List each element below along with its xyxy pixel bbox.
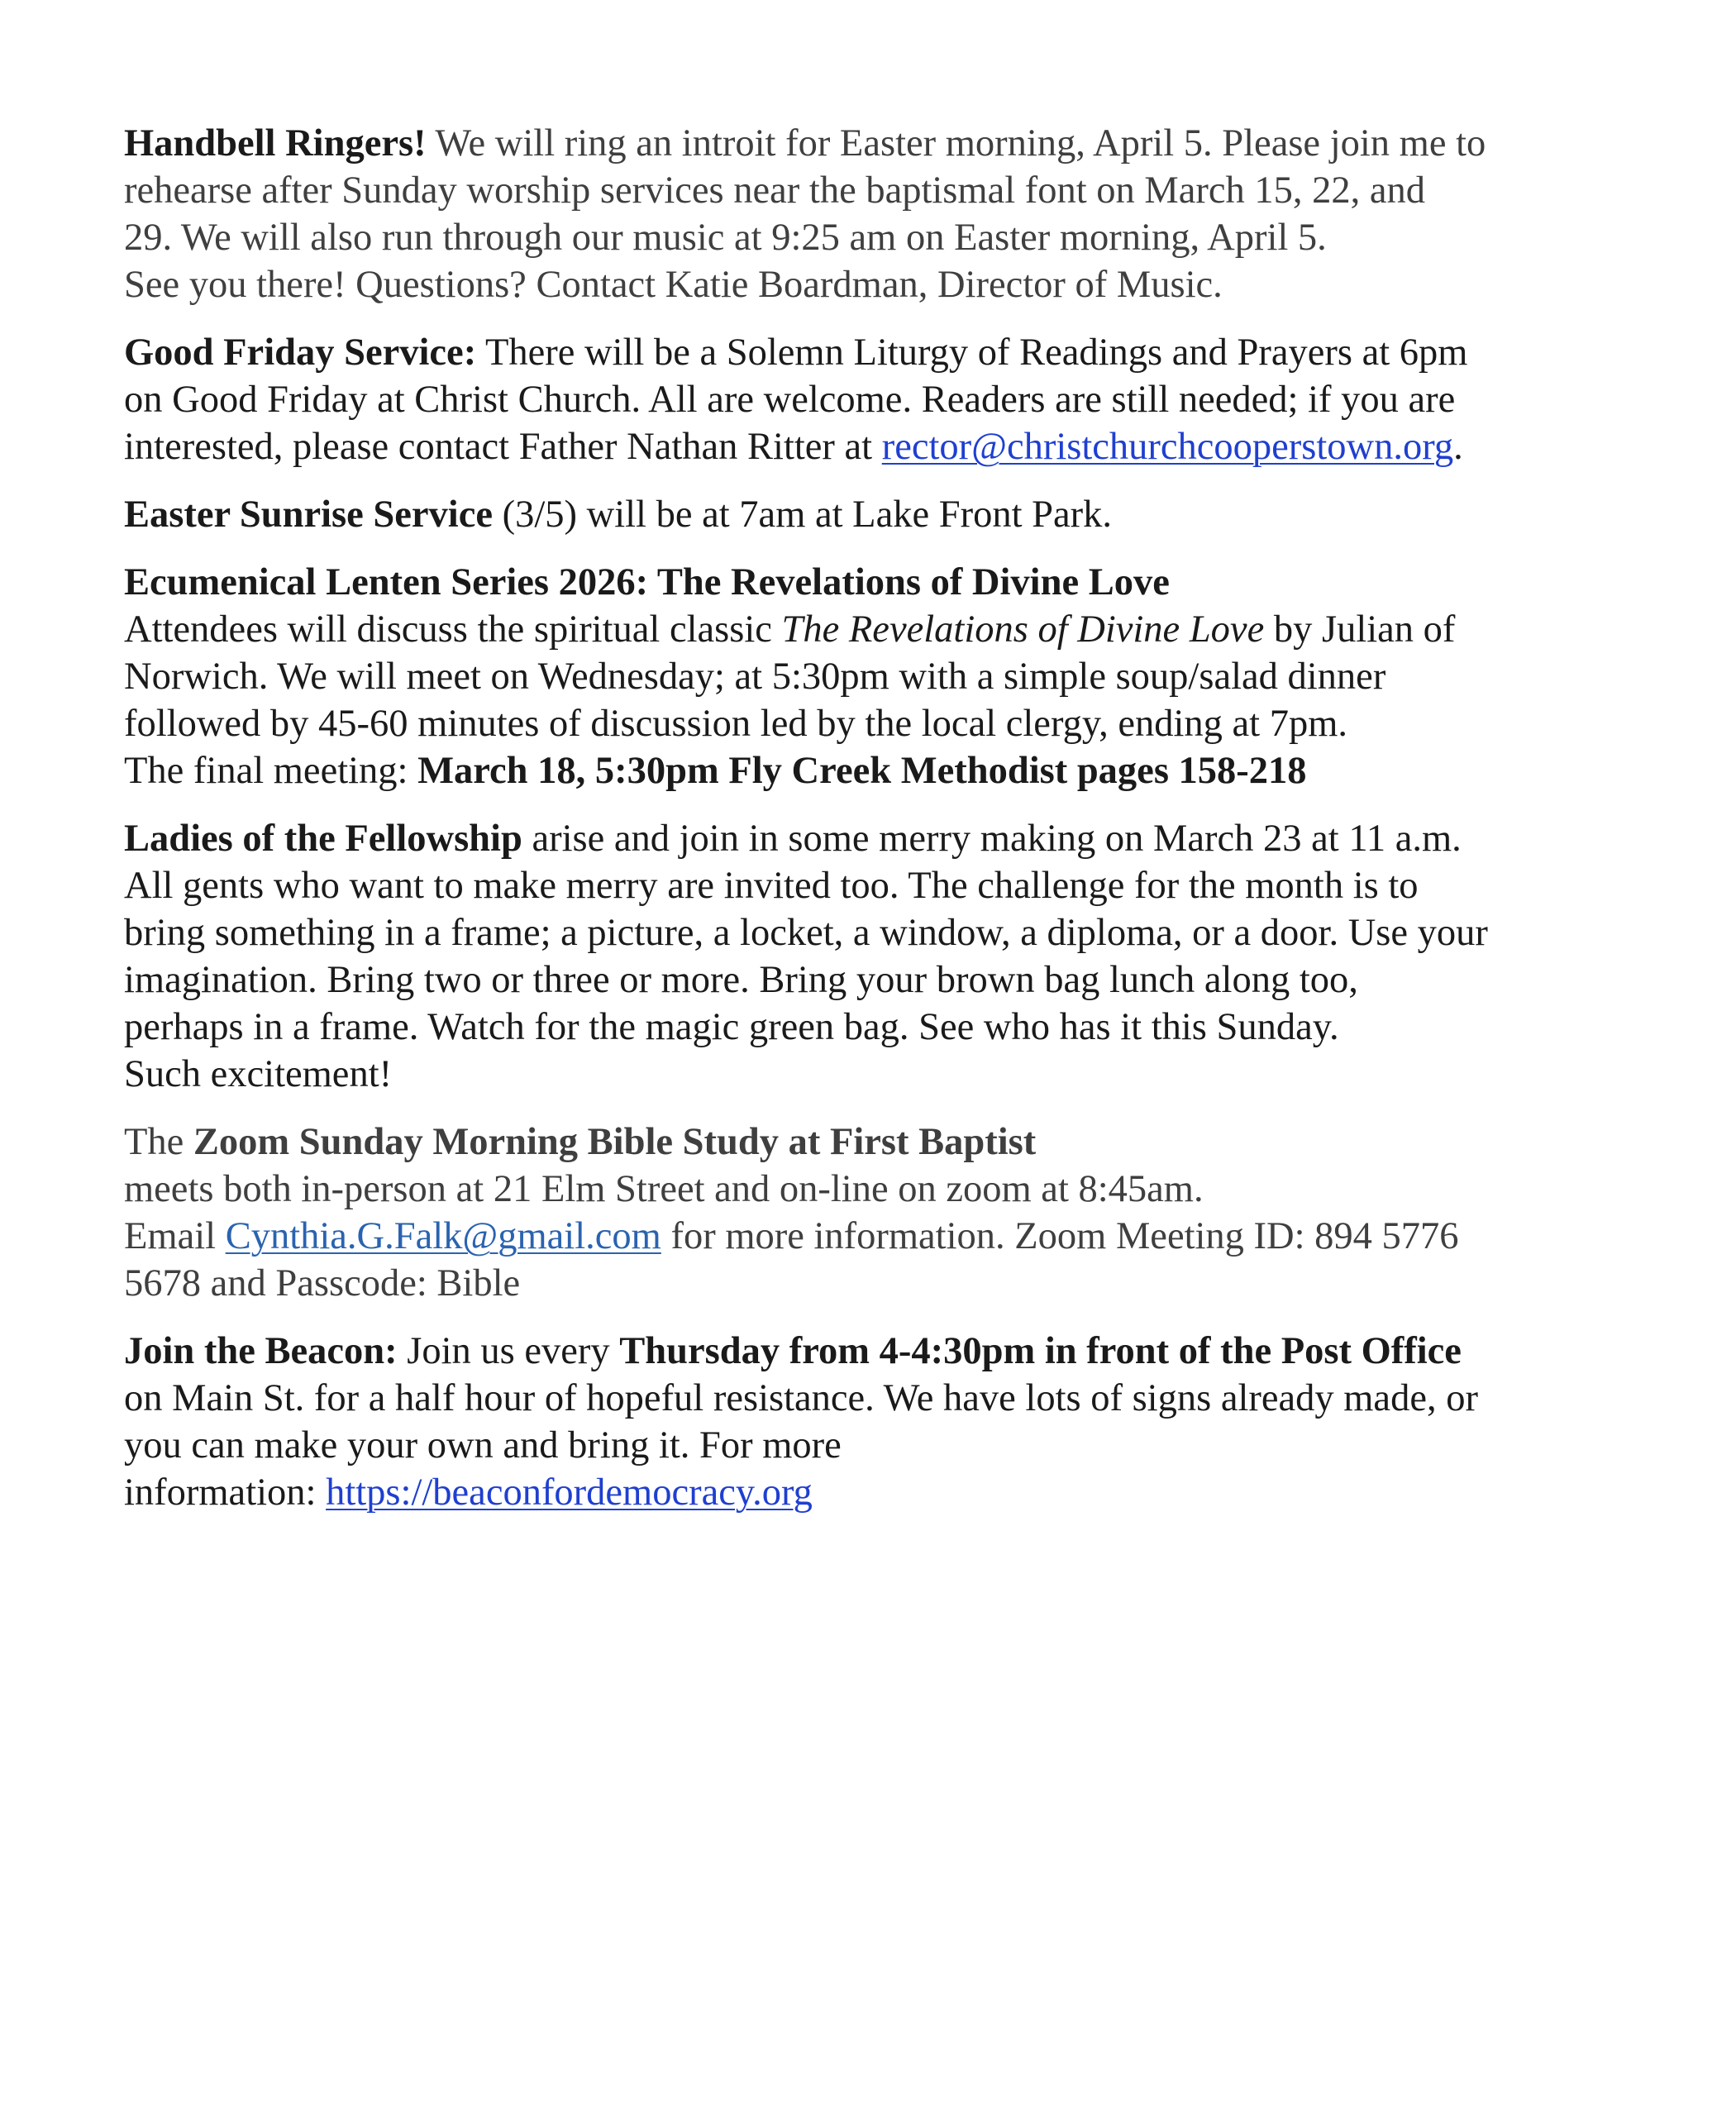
- good-friday-announcement: [124, 329, 1612, 470]
- beacon-line-1: [124, 1328, 1612, 1375]
- beacon-line-4: [124, 1469, 1612, 1516]
- lenten-text-4a: The final meeting:: [124, 750, 418, 792]
- zoom-line-3: [124, 1213, 1612, 1260]
- good-friday-text-1: There will be a Solemn Liturgy of Readings and Prayers at 6pm: [476, 331, 1468, 374]
- zoom-prefix: The: [124, 1121, 193, 1163]
- zoom-line-4: 5678 and Passcode: Bible: [124, 1262, 521, 1304]
- lenten-announcement: [124, 559, 1612, 794]
- lenten-title-line: [124, 559, 1612, 606]
- zoom-bible-study-announcement: [124, 1118, 1612, 1307]
- handbell-line-3: 29. We will also run through our music at 9:25 am on Easter morning, April 5.: [124, 217, 1327, 259]
- zoom-line-2: meets both in-person at 21 Elm Street and on-line on zoom at 8:45am.: [124, 1168, 1204, 1210]
- ladies-announcement: [124, 815, 1612, 1098]
- beacon-text-1a: Join us every: [397, 1330, 620, 1372]
- ladies-line-6: Such excitement!: [124, 1053, 393, 1095]
- lenten-line-4: [124, 747, 1612, 794]
- zoom-line-1: [124, 1118, 1612, 1166]
- sunrise-title: Easter Sunrise Service: [124, 494, 493, 536]
- lenten-text-1a: Attendees will discuss the spiritual classic: [124, 608, 782, 651]
- rector-email-link[interactable]: rector@christchurchcooperstown.org: [881, 426, 1454, 468]
- beacon-website-link[interactable]: https://beaconfordemocracy.org: [326, 1471, 813, 1514]
- sunrise-announcement: [124, 491, 1612, 538]
- bulletin-page: [124, 120, 1612, 1537]
- beacon-announcement: [124, 1328, 1612, 1516]
- lenten-final-meeting: March 18, 5:30pm Fly Creek Methodist pages 158-218: [417, 750, 1307, 792]
- lenten-book-title: The Revelations of Divine Love: [781, 608, 1265, 651]
- sunrise-text: (3/5) will be at 7am at Lake Front Park.: [493, 494, 1112, 536]
- ladies-line-5: perhaps in a frame. Watch for the magic green bag. See who has it this Sunday.: [124, 1006, 1339, 1048]
- ladies-title: Ladies of the Fellowship: [124, 818, 522, 860]
- lenten-line-1: [124, 606, 1612, 653]
- zoom-title: Zoom Sunday Morning Bible Study at First Baptist: [193, 1121, 1037, 1163]
- good-friday-line-2: on Good Friday at Christ Church. All are welcome. Readers are still needed; if you are: [124, 379, 1456, 421]
- ladies-line-4: imagination. Bring two or three or more. Bring your brown bag lunch along too,: [124, 959, 1358, 1001]
- handbell-line-4: See you there! Questions? Contact Katie Boardman, Director of Music.: [124, 264, 1223, 306]
- handbell-text-1: We will ring an introit for Easter morning, April 5. Please join me to: [426, 122, 1486, 165]
- ladies-line-2: All gents who want to make merry are invited too. The challenge for the month is to: [124, 865, 1419, 907]
- handbell-announcement: [124, 120, 1612, 308]
- handbell-line-1: [124, 120, 1612, 167]
- beacon-text-4a: information:: [124, 1471, 327, 1514]
- handbell-title: Handbell Ringers!: [124, 122, 427, 165]
- good-friday-line-1: [124, 329, 1612, 376]
- lenten-line-3: followed by 45-60 minutes of discussion led by the local clergy, ending at 7pm.: [124, 703, 1347, 745]
- beacon-schedule: Thursday from 4-4:30pm in front of the Post Office: [619, 1330, 1462, 1372]
- ladies-text-1: arise and join in some merry making on March 23 at 11 a.m.: [522, 818, 1462, 860]
- ladies-line-1: [124, 815, 1612, 862]
- beacon-title: Join the Beacon:: [124, 1330, 398, 1372]
- cynthia-email-link[interactable]: Cynthia.G.Falk@gmail.com: [225, 1215, 661, 1257]
- good-friday-period: .: [1453, 426, 1463, 468]
- good-friday-line-3: [124, 423, 1612, 470]
- good-friday-text-3: interested, please contact Father Nathan Ritter at: [124, 426, 882, 468]
- good-friday-title: Good Friday Service:: [124, 331, 477, 374]
- ladies-line-3: bring something in a frame; a picture, a locket, a window, a diploma, or a door. Use your: [124, 912, 1488, 954]
- beacon-line-3: you can make your own and bring it. For more: [124, 1424, 842, 1467]
- lenten-text-1b: by Julian of: [1264, 608, 1456, 651]
- lenten-line-2: Norwich. We will meet on Wednesday; at 5:30pm with a simple soup/salad dinner: [124, 656, 1386, 698]
- sunrise-line: [124, 491, 1612, 538]
- lenten-title: Ecumenical Lenten Series 2026: The Revelations of Divine Love: [124, 561, 1170, 603]
- zoom-text-3a: Email: [124, 1215, 226, 1257]
- zoom-text-3b: for more information. Zoom Meeting ID: 894 5776: [661, 1215, 1459, 1257]
- beacon-line-2: on Main St. for a half hour of hopeful resistance. We have lots of signs already made, or: [124, 1377, 1478, 1419]
- handbell-line-2: rehearse after Sunday worship services near the baptismal font on March 15, 22, and: [124, 169, 1426, 212]
